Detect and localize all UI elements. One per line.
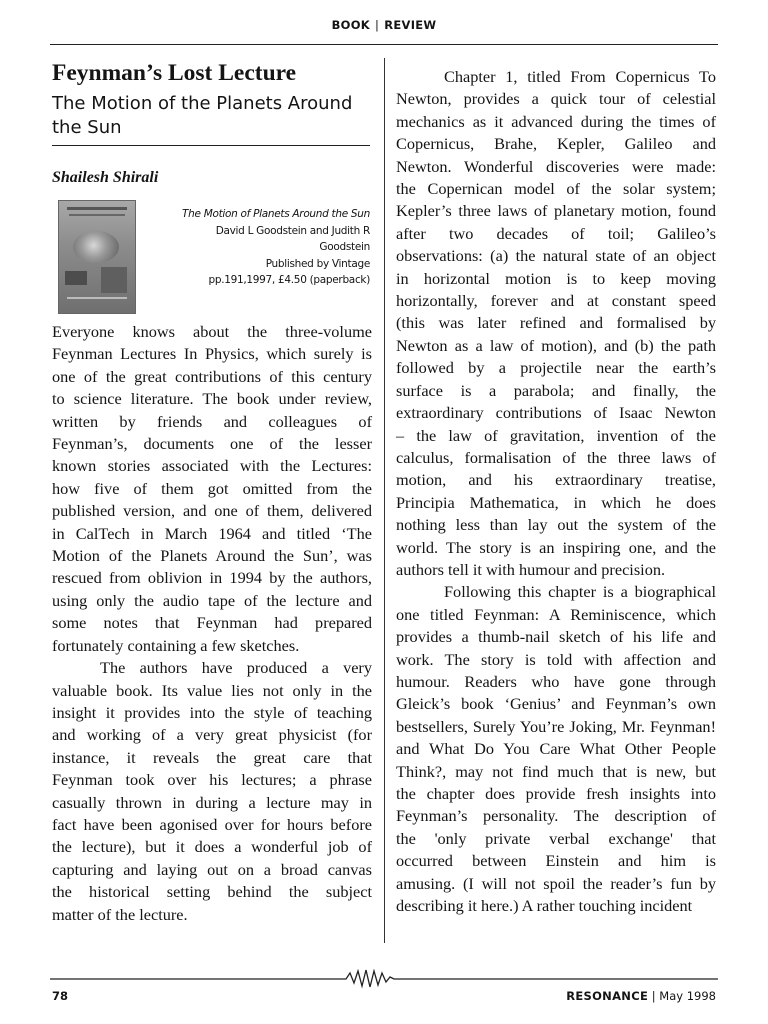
text-line: one titled Feynman: A Reminiscence, which [396, 604, 716, 624]
text-line: and What Do You Care What Other People [396, 739, 716, 759]
book-cover-image [58, 200, 136, 314]
text-line: fortunately containing a few sketches. [52, 635, 300, 655]
text-line: fact have been agonised over for hours before [52, 814, 372, 834]
paragraph [396, 66, 716, 581]
text-line: instance, it reveals the great care that [52, 747, 372, 767]
text-line: Feynman took over his lectures; a phrase [52, 770, 372, 790]
text-line: Feynman’s, documents one of the lesser [52, 434, 372, 454]
text-line: bestsellers, Surely You’re Joking, Mr. Feynman! [396, 716, 716, 736]
running-header [0, 18, 768, 32]
text-line: – the law of gravitation, invention of the [396, 425, 716, 445]
footer-wave-rule [50, 969, 718, 989]
text-line: describing it here.) A rather touching incident [396, 896, 693, 916]
left-body-text [52, 321, 372, 926]
book-title: The Motion of Planets Around the Sun [182, 208, 370, 220]
right-body-text [396, 66, 716, 917]
text-line: casually thrown in during a lecture may in [52, 792, 372, 812]
text-line: using only the audio tape of the lecture and [52, 590, 372, 610]
text-line: Motion of the Planets Around the Sun’, was [52, 546, 372, 566]
text-line: world. The story is an inspiring one, and the [396, 537, 716, 557]
text-line: some notes that Feynman had prepared [52, 613, 372, 633]
text-line: the historical setting behind the subject [52, 882, 372, 902]
header-section: BOOK [331, 18, 370, 32]
text-line: extraordinary contributions of Isaac Newton [396, 403, 716, 423]
text-line: Following this chapter is a biographical [444, 582, 716, 602]
text-line: one of the great contributions of this century [52, 366, 372, 386]
text-line: calculus, formalisation of the three laws of [396, 447, 716, 467]
text-line: rescued from oblivion in 1994 by the authors, [52, 568, 372, 588]
text-line: published version, and one of them, delivered [52, 501, 372, 521]
text-line: insight it provides into the style of teaching [52, 702, 372, 722]
text-line: known stories associated with the Lectures: [52, 456, 372, 476]
text-line: and working of a very great physicist (for [52, 725, 372, 745]
text-line: Copernicus, Brahe, Kepler, Galileo and [396, 134, 716, 154]
book-pages-price: pp.191,1997, £4.50 (paperback) [208, 274, 370, 286]
text-line: Think?, may not find much that is new, but [396, 761, 716, 781]
text-line: Feynman Lectures In Physics, which surely is [52, 344, 372, 364]
column-divider [384, 58, 385, 943]
issue-date: May 1998 [659, 989, 716, 1003]
header-subsection: REVIEW [384, 18, 437, 32]
page-number: 78 [52, 989, 69, 1003]
book-details [144, 206, 370, 289]
text-line: Kepler’s three laws of planetary motion, found [396, 201, 716, 221]
text-line: Newton, provides a quick tour of celestial [396, 89, 716, 109]
text-line: occurred between Einstein and him is [396, 851, 716, 871]
header-separator: | [375, 18, 380, 32]
journal-name: RESONANCE [566, 989, 649, 1003]
text-line: Chapter 1, titled From Copernicus To [444, 67, 716, 86]
text-line: motion, and his extraordinary treatise, [396, 470, 716, 490]
text-line: valuable book. Its value lies not only in the [52, 680, 372, 700]
text-line: Gleick’s book ‘Genius’ and Feynman’s own [396, 694, 716, 714]
text-line: Principia Mathematica, in which he does [396, 492, 716, 512]
text-line: provides a thumb-nail sketch of his life and [396, 627, 716, 647]
text-line: authors tell it with humour and precision. [396, 559, 666, 579]
text-line: Feynman’s personality. The description of [396, 806, 716, 826]
text-line: mechanics as it advanced during the times of [396, 111, 716, 131]
text-line: how five of them got omitted from the [52, 478, 372, 498]
text-line: written by friends and colleagues of [52, 411, 372, 431]
author-name: Shailesh Shirali [52, 169, 159, 186]
text-line: the Copernican model of the solar system; [396, 179, 716, 199]
paragraph [52, 657, 372, 926]
text-line: horizontally, forever and at constant speed [396, 291, 716, 311]
text-line: Newton. Wonderful discoveries were made: [396, 156, 716, 176]
book-authors-line-1: David L Goodstein and Judith R [215, 224, 370, 237]
text-line: (this was later refined and formalised by [396, 313, 716, 333]
footer-journal [566, 989, 716, 1003]
text-line: surface is a parabola; and finally, the [396, 380, 716, 400]
book-publisher: Published by Vintage [265, 257, 370, 270]
text-line: The authors have produced a very [100, 658, 372, 678]
text-line: observations: (a) the natural state of an object [396, 246, 716, 266]
title-rule [52, 145, 370, 146]
header-rule [50, 44, 718, 45]
left-column [52, 58, 372, 924]
article-subtitle: The Motion of the Planets Around the Sun [52, 93, 353, 138]
text-line: amusing. (I will not spoil the reader’s fun by [396, 873, 716, 893]
book-authors-line-2: Goodstein [319, 241, 370, 253]
footer-separator: | [651, 989, 656, 1003]
paragraph [396, 581, 716, 917]
text-line: Everyone knows about the three-volume [52, 322, 372, 341]
text-line: capturing and laying out on a broad canvas [52, 859, 372, 879]
text-line: humour. Readers who have gone through [396, 671, 716, 691]
text-line: after two decades of toil; Galileo’s [396, 223, 716, 243]
text-line: the chapter does provide fresh insights into [396, 784, 716, 803]
text-line: the lecture), but it does a wonderful job of [52, 837, 372, 857]
text-line: to science literature. The book under review, [52, 389, 372, 409]
article-title: Feynman’s Lost Lecture [52, 60, 297, 86]
text-line: in horizontal motion is to keep moving [396, 268, 716, 288]
text-line: nothing less than lay out the system of the [396, 515, 716, 535]
text-line: in CalTech in March 1964 and titled ‘The [52, 523, 372, 543]
text-line: work. The story is told with affection and [396, 649, 716, 669]
text-line: Newton as a law of motion), and (b) the path [396, 335, 716, 355]
text-line: followed by a projectile near the earth’s [396, 358, 716, 378]
text-line: the 'only private verbal exchange' that [396, 828, 716, 848]
text-line: matter of the lecture. [52, 904, 188, 924]
paragraph [52, 321, 372, 657]
